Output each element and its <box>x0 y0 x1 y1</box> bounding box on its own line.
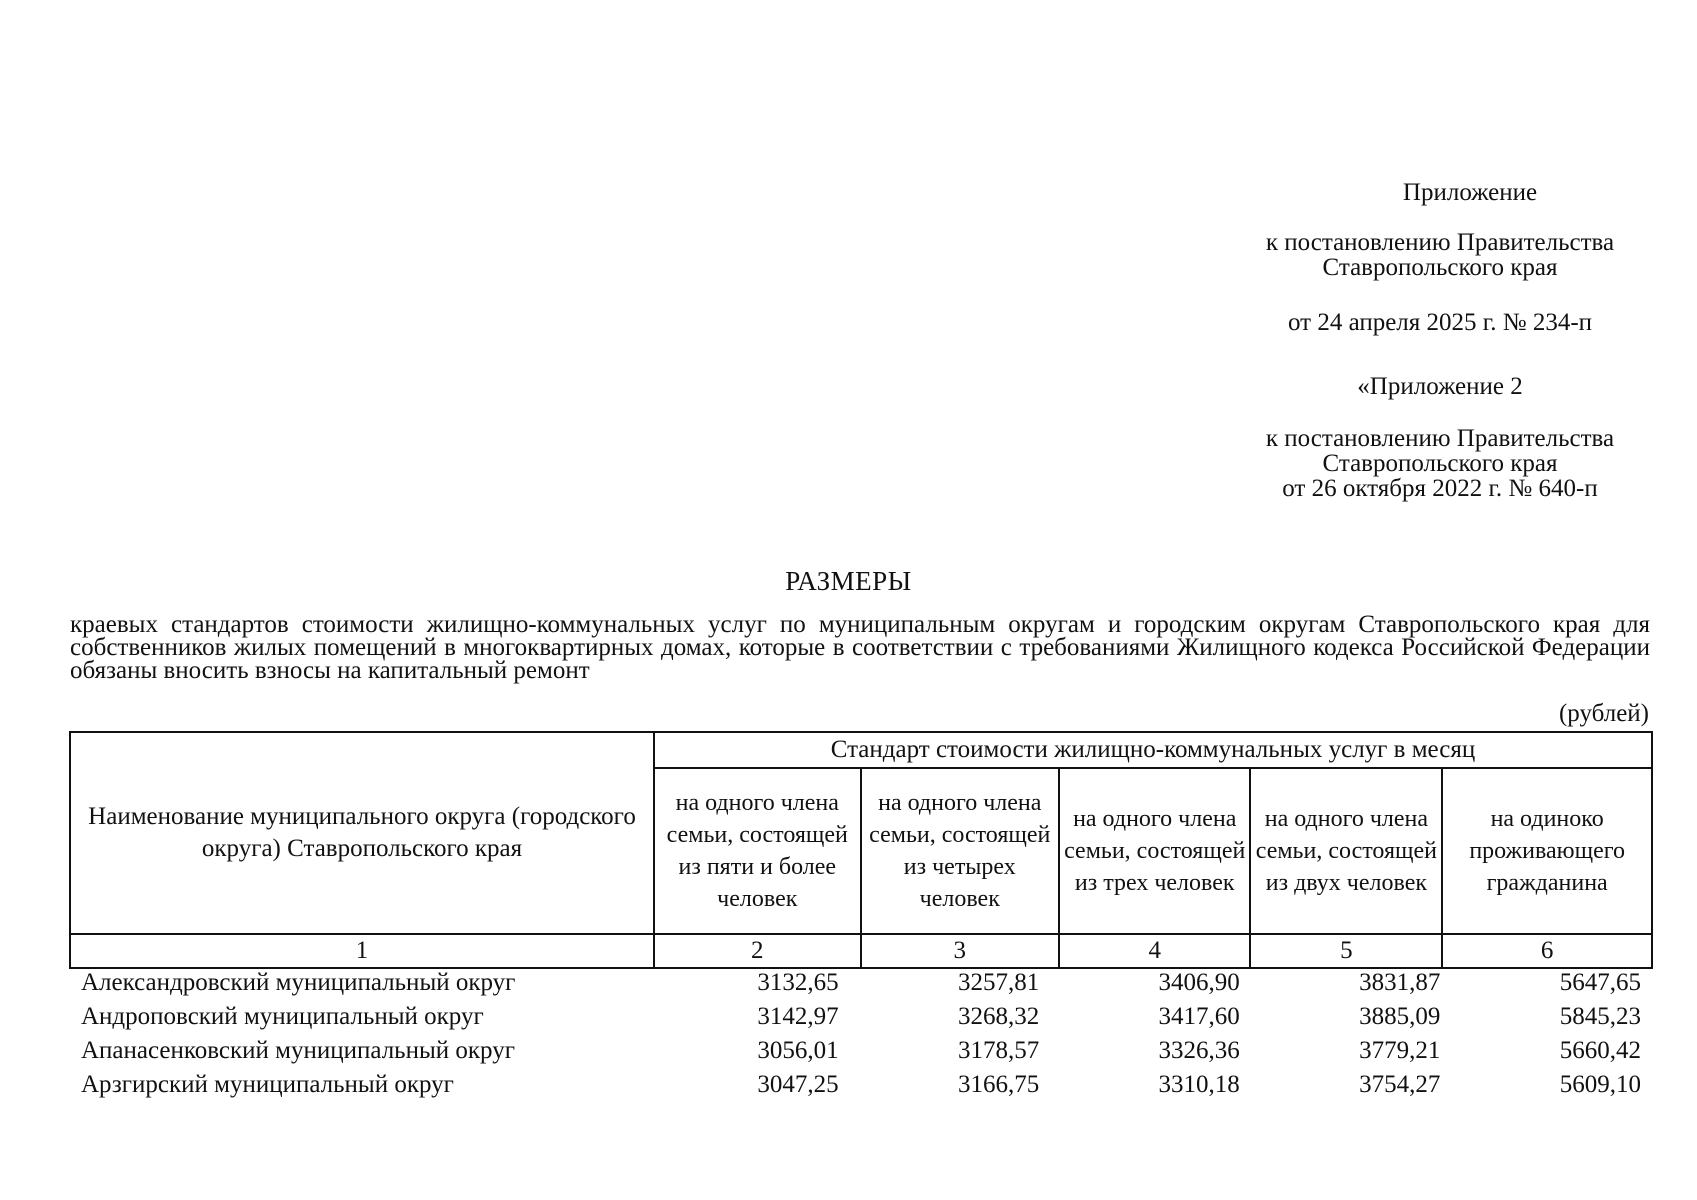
value-cell: 5647,65 <box>1559 969 1641 996</box>
value-cell: 5609,10 <box>1559 1071 1641 1098</box>
value-cell: 3132,65 <box>757 969 839 996</box>
value-cell: 3779,21 <box>1359 1037 1441 1064</box>
column-index: 6 <box>1442 934 1652 968</box>
district-name: Арзгирский муниципальный округ <box>81 1071 454 1098</box>
annex-appendix-label: «Приложение 2 <box>1357 373 1523 400</box>
annex-date: от 24 апреля 2025 г. № 234-п <box>1287 309 1593 336</box>
annex-reference-line: к постановлению Правительства <box>1265 425 1615 452</box>
column-index: 4 <box>1059 934 1251 968</box>
standards-table-body <box>69 966 1653 1102</box>
annex-reference-line: к постановлению Правительства <box>1265 229 1615 256</box>
value-cell: 3257,81 <box>957 969 1040 996</box>
value-cell: 3142,97 <box>757 1003 839 1030</box>
column-header-name: Наименование муниципального округа (городского округа) Ставропольского края <box>70 732 654 934</box>
value-cell: 5845,23 <box>1559 1003 1641 1030</box>
annex-reference-line: от 26 октября 2022 г. № 640-п <box>1282 475 1598 502</box>
value-cell: 3178,57 <box>957 1037 1040 1064</box>
table-row <box>69 1000 1653 1034</box>
value-cell: 3417,60 <box>1158 1003 1240 1030</box>
value-cell: 3056,01 <box>757 1037 839 1064</box>
table-row <box>69 1068 1653 1102</box>
column-header: на одного члена семьи, состоящей из четырех человек <box>861 768 1059 934</box>
column-index: 2 <box>654 934 861 968</box>
standards-table-header <box>69 731 1653 969</box>
column-index: 1 <box>70 934 654 968</box>
value-cell: 5660,42 <box>1559 1037 1641 1064</box>
district-name: Апанасенковский муниципальный округ <box>81 1037 515 1064</box>
annex-reference-line: Ставропольского края <box>1322 254 1558 281</box>
document-title: РАЗМЕРЫ <box>785 566 912 596</box>
column-header: на одного члена семьи, состоящей из пяти и более человек <box>654 768 861 934</box>
annex-label: Приложение <box>1402 179 1538 206</box>
value-cell: 3268,32 <box>957 1003 1040 1030</box>
value-cell: 3326,36 <box>1158 1037 1240 1064</box>
value-cell: 3406,90 <box>1158 969 1240 996</box>
unit-label: (рублей) <box>1558 700 1649 727</box>
table-row <box>69 1034 1653 1068</box>
table-row <box>69 966 1653 1000</box>
value-cell: 3047,25 <box>757 1071 839 1098</box>
column-header: на одного члена семьи, состоящей из двух человек <box>1250 768 1442 934</box>
value-cell: 3166,75 <box>957 1071 1040 1098</box>
column-group-header: Стандарт стоимости жилищно-коммунальных услуг в месяц <box>654 732 1652 768</box>
column-index: 5 <box>1250 934 1442 968</box>
district-name: Александровский муниципальный округ <box>81 969 516 996</box>
column-index: 3 <box>861 934 1059 968</box>
annex-reference <box>1180 230 1697 280</box>
annex-reference-line: Ставропольского края <box>1322 450 1558 477</box>
district-name: Андроповский муниципальный округ <box>81 1003 484 1030</box>
column-header: на одиноко проживающего гражданина <box>1442 768 1652 934</box>
value-cell: 3885,09 <box>1359 1003 1441 1030</box>
value-cell: 3831,87 <box>1359 969 1441 996</box>
value-cell: 3310,18 <box>1158 1071 1240 1098</box>
column-header: на одного члена семьи, состоящей из трех человек <box>1059 768 1251 934</box>
annex-appendix-reference <box>1180 426 1697 501</box>
value-cell: 3754,27 <box>1359 1071 1441 1098</box>
document-subtitle: краевых стандартов стоимости жилищно-коммунальных услуг по муниципальным округам и городским округам Ставропольского края для собственников жилых помещений в многоквартирных домах, которые в соответствии с требованиями Жилищного кодекса Российской Федерации обязаны вносить взносы на капитальный ремонт <box>70 611 1650 684</box>
